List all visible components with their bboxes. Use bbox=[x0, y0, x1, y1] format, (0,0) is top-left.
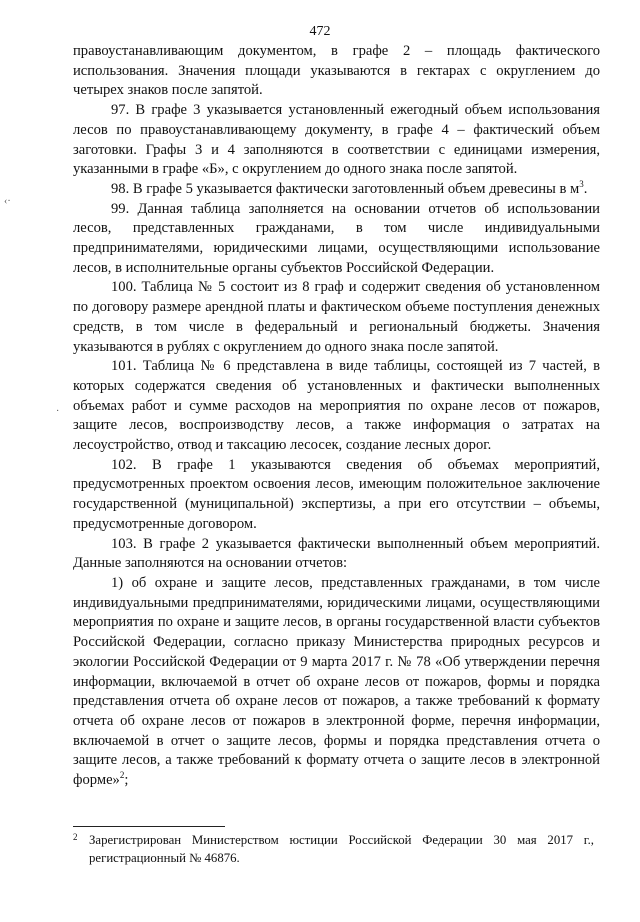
paragraph-99 bbox=[73, 200, 600, 279]
paragraph-text: 100. Таблица № 5 состоит из 8 граф и содержит сведения об установленном по договору размере арендной платы и фактическом объеме поступления денежных средств, в том числе в федеральный и региональный бюджеты. Значения указываются в рублях с округлением до одного знака после запятой. bbox=[73, 279, 600, 355]
scan-artifact-mark: · bbox=[56, 406, 60, 417]
footnote bbox=[73, 831, 600, 867]
paragraph-102 bbox=[73, 456, 600, 535]
paragraph-text: 103. В графе 2 указывается фактически выполненный объем мероприятий. Данные заполняются на основании отчетов: bbox=[73, 535, 600, 572]
footnote-reference[interactable]: 2 bbox=[119, 770, 125, 781]
superscript: 3 bbox=[579, 179, 584, 190]
list-item-1 bbox=[73, 574, 600, 791]
paragraph-tail: ; bbox=[124, 772, 129, 789]
paragraph-text: 102. В графе 1 указываются сведения об объемах мероприятий, предусмотренных проектом освоения лесов, имеющим положительное заключение государственной (муниципальной) экспертизы, а при его отсутствии – объемы, предусмотренные договором. bbox=[73, 456, 600, 532]
footnote-text: Зарегистрирован Министерством юстиции Российской Федерации 30 мая 2017 г., регистрационный № 46876. bbox=[89, 833, 594, 865]
paragraph-text: 97. В графе 3 указывается установленный ежегодный объем использования лесов по правоустанавливающему документу, в графе 4 – фактический объем заготовки. Графы 3 и 4 заполняются в соответствии с единицами измерения, указанными в графе «Б», с округлением до одного знака после запятой. bbox=[73, 102, 600, 178]
footnote-marker: 2 bbox=[73, 832, 78, 842]
page-number: 472 bbox=[309, 24, 331, 39]
paragraph-97 bbox=[73, 101, 600, 180]
paragraph-100 bbox=[73, 278, 600, 357]
paragraph-text: 99. Данная таблица заполняется на основании отчетов об использовании лесов, представленных гражданами, в том числе индивидуальными предпринимателями, юридическими лицами, осуществляющими использование лесов, в исполнительные органы субъектов Российской Федерации. bbox=[73, 200, 600, 276]
body-text bbox=[73, 42, 600, 791]
paragraph-text: 1) об охране и защите лесов, представленных гражданами, в том числе индивидуальными предпринимателями, юридическими лицами, осуществляющими мероприятия по охране и защите лесов, в органы государственной власти субъектов Российской Федерации, согласно приказу Министерства природных ресурсов и экологии Российской Федерации от 9 марта 2017 г. № 78 «Об утверждении перечня информации, включаемой в отчет об охране лесов от пожаров, формы и порядка представления отчета об охране лесов от пожаров, а также требований к формату отчета об охране лесов от пожаров в электронной форме, перечня информации, включаемой в отчет о защите лесов, формы и порядка представления отчета о защите лесов, а также требований к формату отчета о защите лесов в электронной форме» bbox=[73, 574, 600, 789]
footnote-separator bbox=[73, 826, 225, 827]
paragraph-98 bbox=[73, 180, 600, 200]
paragraph-text: 98. В графе 5 указывается фактически заготовленный объем древесины в м bbox=[111, 180, 580, 197]
paragraph-101 bbox=[73, 357, 600, 456]
scan-artifact-mark: ‹· bbox=[4, 196, 11, 207]
paragraph-continuation bbox=[73, 42, 600, 101]
paragraph-103 bbox=[73, 535, 600, 574]
paragraph-text: правоустанавливающим документом, в графе 2 – площадь фактического использования. Значения площади указываются в гектарах с округлением до четырех знаков после запятой. bbox=[73, 43, 600, 99]
paragraph-text: 101. Таблица № 6 представлена в виде таблицы, состоящей из 7 частей, в которых содержатся сведения об установленных и фактически выполненных объемах работ и сумме расходов на мероприятия по охране лесов от пожаров, защите лесов, воспроизводству лесов, а также информация о затратах на лесоустройство, отвод и таксацию лесосек, создание лесных дорог. bbox=[73, 358, 600, 454]
paragraph-tail: . bbox=[583, 180, 588, 197]
